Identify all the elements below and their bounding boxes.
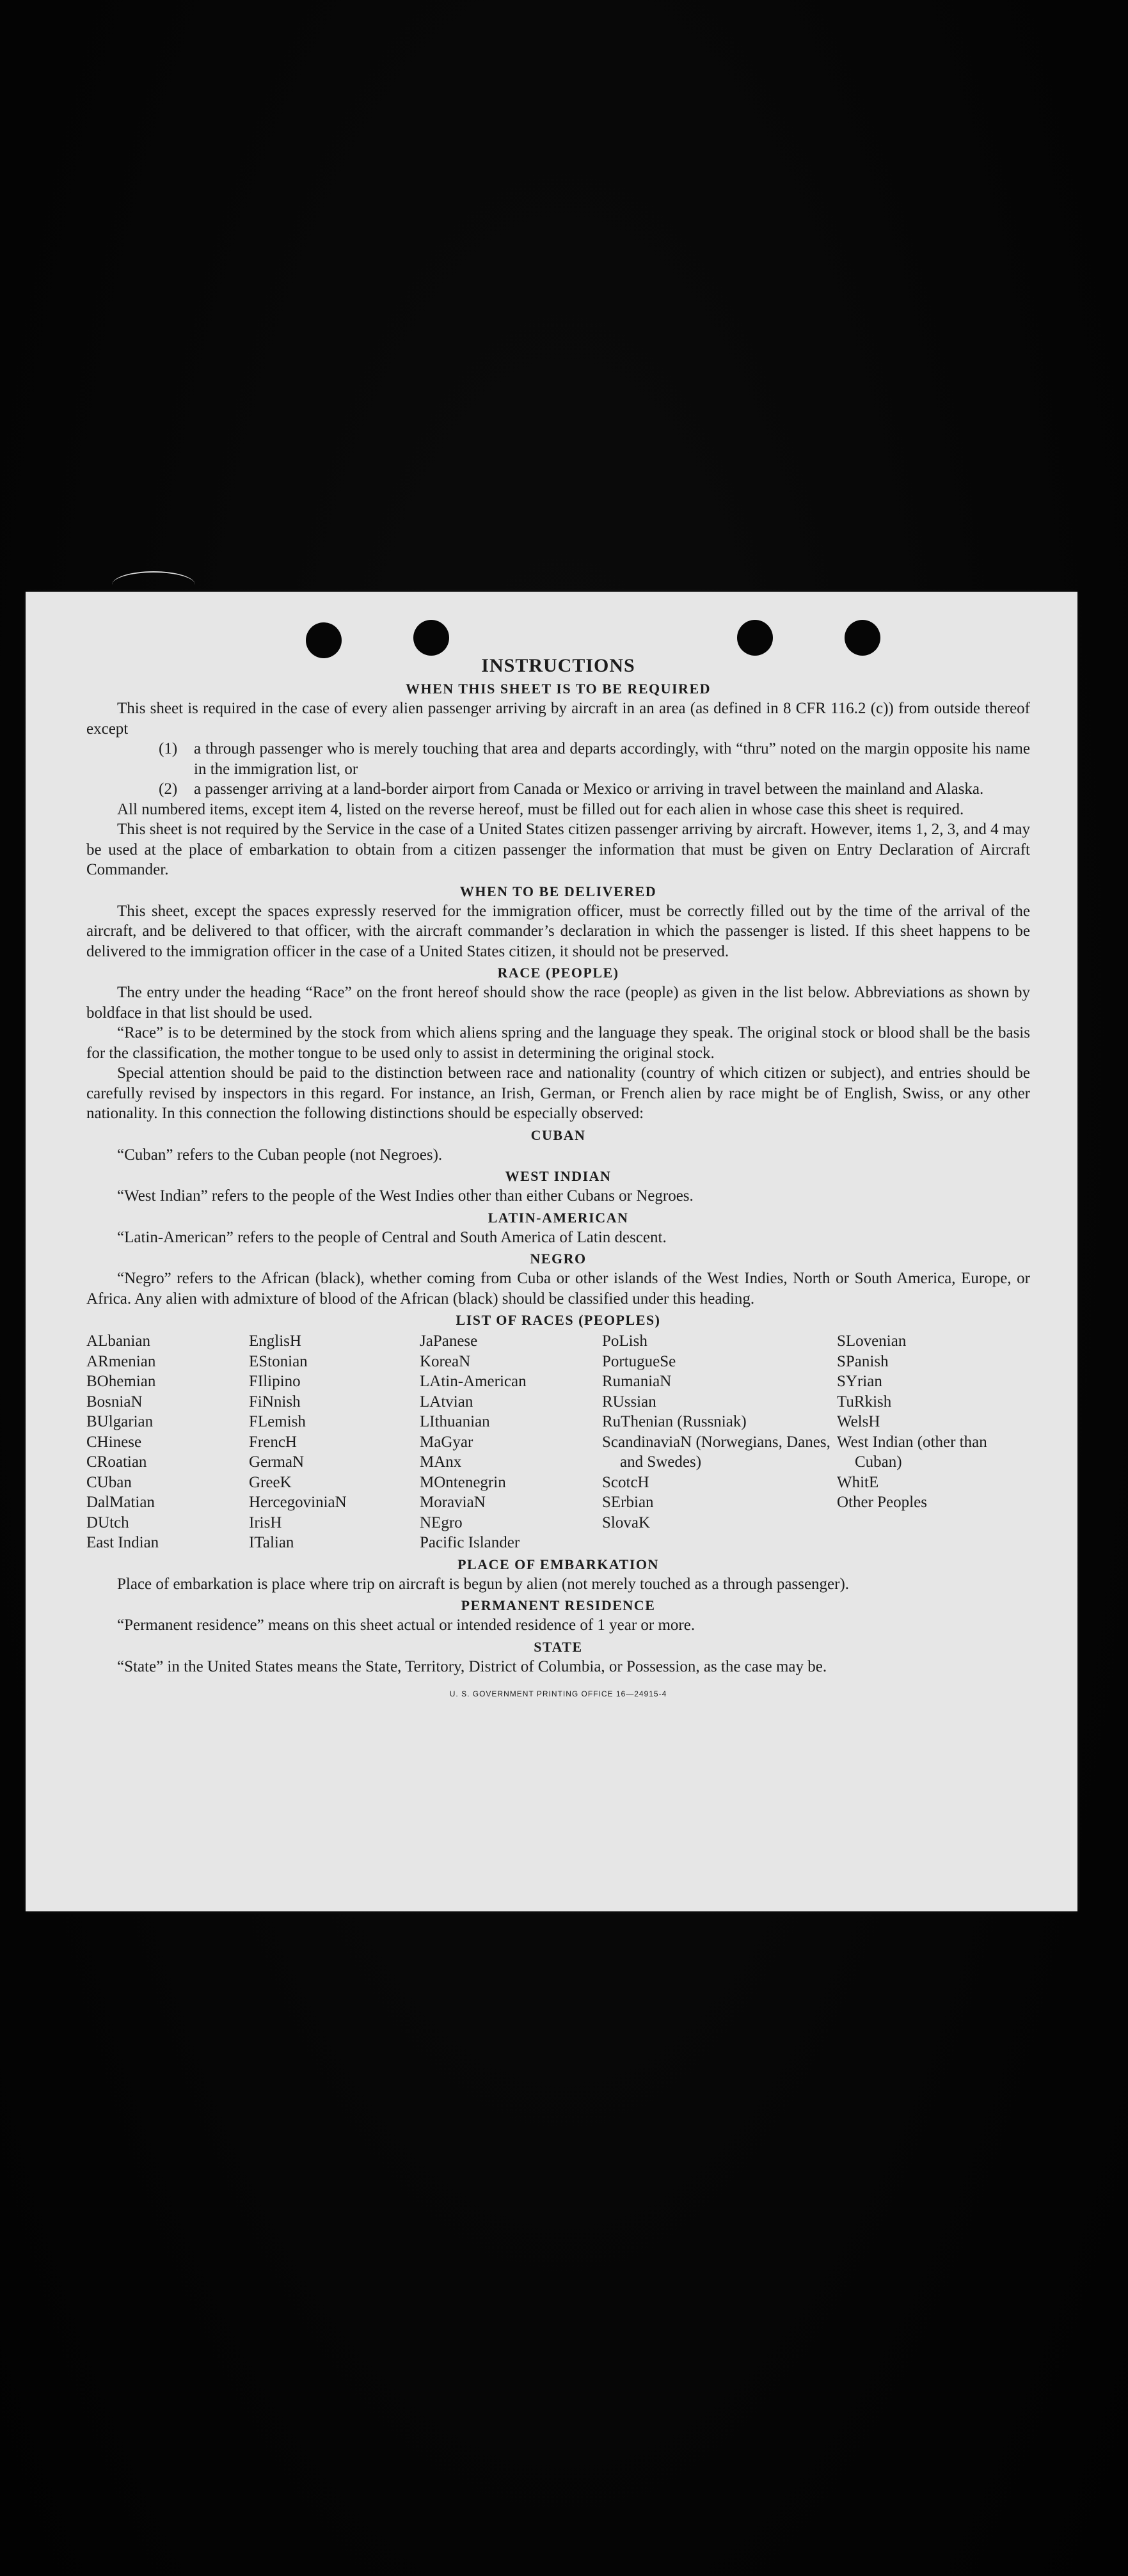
paragraph: “Negro” refers to the African (black), whether coming from Cuba or other islands of the West Indies, North or South America, Europe, or Africa. Any alien with admixture of blood of the African (black) should be classified under this heading. bbox=[86, 1270, 1030, 1308]
list-item bbox=[86, 739, 1030, 779]
race-entry: TuRkish bbox=[837, 1393, 892, 1410]
race-entry: MOntenegrin bbox=[420, 1473, 506, 1491]
race-entry: PoLish bbox=[602, 1332, 647, 1350]
race-column bbox=[837, 1331, 1022, 1553]
list-item bbox=[86, 779, 1030, 800]
race-column bbox=[249, 1331, 420, 1553]
race-entry: BOhemian bbox=[86, 1373, 156, 1390]
paragraph: The entry under the heading “Race” on the front hereof should show the race (people) as given in the list below. Abbreviations as shown by boldface in that list should be used. bbox=[86, 984, 1030, 1022]
race-list bbox=[86, 1331, 1030, 1553]
paragraph: This sheet, except the spaces expressly reserved for the immigration officer, must be correctly filled out by the time of the arrival of the aircraft, and be delivered to that officer, with the aircraft commander’s declaration in which the passenger is listed. If this sheet happens to be delivered to the immigration officer in the case of a United States citizen, it should not be preserved. bbox=[86, 902, 1030, 960]
race-entry: ALbanian bbox=[86, 1332, 150, 1350]
paragraph: Special attention should be paid to the distinction between race and nationality (country of which citizen or subject), and entries should be carefully revised by inspectors in this regard. For instance, an Irish, German, or French alien by race might be of English, Swiss, or any other nationality. In this connection the following distinctions should be especially observed: bbox=[86, 1064, 1030, 1122]
race-column bbox=[420, 1331, 602, 1553]
race-entry: MAnx bbox=[420, 1453, 462, 1471]
race-entry: SErbian bbox=[602, 1494, 654, 1511]
race-entry: JaPanese bbox=[420, 1332, 478, 1350]
race-entry: FIlipino bbox=[249, 1373, 301, 1390]
paragraph: Place of embarkation is place where trip on aircraft is begun by alien (not merely touched as a through passenger). bbox=[117, 1575, 850, 1593]
race-entry: ITalian bbox=[249, 1534, 294, 1551]
race-entry: NEgro bbox=[420, 1513, 463, 1531]
section-heading: NEGRO bbox=[530, 1251, 587, 1267]
race-entry: CRoatian bbox=[86, 1453, 147, 1471]
race-entry: BUlgarian bbox=[86, 1413, 154, 1430]
document-body bbox=[86, 654, 1030, 1705]
race-entry: ScotcH bbox=[602, 1473, 649, 1491]
printing-office-imprint: U. S. GOVERNMENT PRINTING OFFICE 16—24915-4 bbox=[449, 1689, 667, 1698]
section-heading: LIST OF RACES (PEOPLES) bbox=[456, 1312, 661, 1328]
race-entry: ScandinaviaN (Norwegians, Danes, and Swedes) bbox=[602, 1433, 830, 1471]
race-entry: EnglisH bbox=[249, 1332, 301, 1350]
race-entry: CUban bbox=[86, 1473, 132, 1491]
race-entry: BosniaN bbox=[86, 1393, 143, 1410]
item-number: (1) bbox=[159, 740, 178, 757]
race-entry: RumaniaN bbox=[602, 1373, 672, 1390]
race-entry: CHinese bbox=[86, 1433, 142, 1451]
paragraph: This sheet is required in the case of every alien passenger arriving by aircraft in an area (as defined in 8 CFR 116.2 (c)) from outside thereof except bbox=[86, 700, 1030, 738]
paragraph: All numbered items, except item 4, listed on the reverse hereof, must be filled out for each alien in whose case this sheet is required. bbox=[117, 800, 964, 818]
race-entry: PortugueSe bbox=[602, 1352, 676, 1370]
race-entry: FLemish bbox=[249, 1413, 306, 1430]
section-heading: WHEN THIS SHEET IS TO BE REQUIRED bbox=[405, 681, 711, 697]
section-heading: WEST INDIAN bbox=[505, 1168, 612, 1184]
race-entry: LAtin-American bbox=[420, 1373, 527, 1390]
paragraph: “West Indian” refers to the people of the West Indies other than either Cubans or Negroes. bbox=[117, 1187, 694, 1205]
race-entry: KoreaN bbox=[420, 1352, 471, 1370]
section-heading: CUBAN bbox=[530, 1126, 586, 1143]
race-entry: IrisH bbox=[249, 1513, 282, 1531]
race-entry: LAtvian bbox=[420, 1393, 473, 1410]
race-entry: RUssian bbox=[602, 1393, 656, 1410]
race-entry: RuThenian (Russniak) bbox=[602, 1413, 747, 1430]
race-entry: ARmenian bbox=[86, 1352, 156, 1370]
section-heading: LATIN-AMERICAN bbox=[488, 1209, 629, 1226]
paragraph: “Latin-American” refers to the people of Central and South America of Latin descent. bbox=[117, 1228, 667, 1246]
paragraph: “State” in the United States means the State, Territory, District of Columbia, or Possession, as the case may be. bbox=[117, 1657, 827, 1675]
race-entry: DalMatian bbox=[86, 1494, 155, 1511]
paragraph: “Cuban” refers to the Cuban people (not Negroes). bbox=[117, 1146, 443, 1164]
section-heading: WHEN TO BE DELIVERED bbox=[459, 883, 657, 899]
race-entry: Other Peoples bbox=[837, 1494, 927, 1511]
punch-hole bbox=[413, 620, 449, 656]
race-entry: WelsH bbox=[837, 1413, 880, 1430]
item-number: (2) bbox=[159, 780, 178, 798]
punch-hole bbox=[737, 620, 773, 656]
paragraph: This sheet is not required by the Service in the case of a United States citizen passenger arriving by aircraft. However, items 1, 2, 3, and 4 may be used at the place of embarkation to obtain from a citizen passenger the information that must be given on Entry Declaration of Aircraft Commander. bbox=[86, 821, 1030, 878]
paragraph: “Permanent residence” means on this sheet actual or intended residence of 1 year or more. bbox=[117, 1616, 695, 1634]
race-column bbox=[602, 1331, 837, 1553]
race-entry: MoraviaN bbox=[420, 1494, 486, 1511]
section-heading: STATE bbox=[534, 1638, 583, 1655]
punch-hole bbox=[306, 622, 342, 658]
section-heading: RACE (PEOPLE) bbox=[497, 965, 619, 981]
instruction-sheet bbox=[26, 592, 1077, 1911]
race-entry: HercegoviniaN bbox=[249, 1494, 347, 1511]
race-entry: LIthuanian bbox=[420, 1413, 490, 1430]
race-entry: Pacific Islander bbox=[420, 1534, 520, 1551]
race-entry: SYrian bbox=[837, 1373, 882, 1390]
race-entry: WhitE bbox=[837, 1473, 879, 1491]
race-entry: MaGyar bbox=[420, 1433, 473, 1451]
race-entry: West Indian (other than Cuban) bbox=[837, 1433, 987, 1471]
race-entry: GreeK bbox=[249, 1473, 292, 1491]
race-entry: SPanish bbox=[837, 1352, 889, 1370]
race-entry: EStonian bbox=[249, 1352, 308, 1370]
race-entry: GermaN bbox=[249, 1453, 305, 1471]
item-text: a passenger arriving at a land-border airport from Canada or Mexico or arriving in travel between the mainland and Alaska. bbox=[194, 780, 984, 798]
race-entry: SlovaK bbox=[602, 1513, 650, 1531]
race-entry: FiNnish bbox=[249, 1393, 301, 1410]
item-text: a through passenger who is merely touching that area and departs accordingly, with “thru” noted on the margin opposite his name in the immigration list, or bbox=[194, 740, 1030, 778]
race-entry: East Indian bbox=[86, 1534, 159, 1551]
document-title: INSTRUCTIONS bbox=[481, 655, 635, 676]
section-heading: PLACE OF EMBARKATION bbox=[457, 1556, 659, 1572]
race-column bbox=[86, 1331, 249, 1553]
section-heading: PERMANENT RESIDENCE bbox=[461, 1597, 656, 1613]
paragraph: “Race” is to be determined by the stock from which aliens spring and the language they speak. The original stock or blood shall be the basis for the classification, the mother tongue to be used only to assist in determining the original stock. bbox=[86, 1024, 1030, 1062]
race-entry: DUtch bbox=[86, 1513, 129, 1531]
punch-hole bbox=[845, 620, 880, 656]
race-entry: FrencH bbox=[249, 1433, 297, 1451]
race-entry: SLovenian bbox=[837, 1332, 907, 1350]
